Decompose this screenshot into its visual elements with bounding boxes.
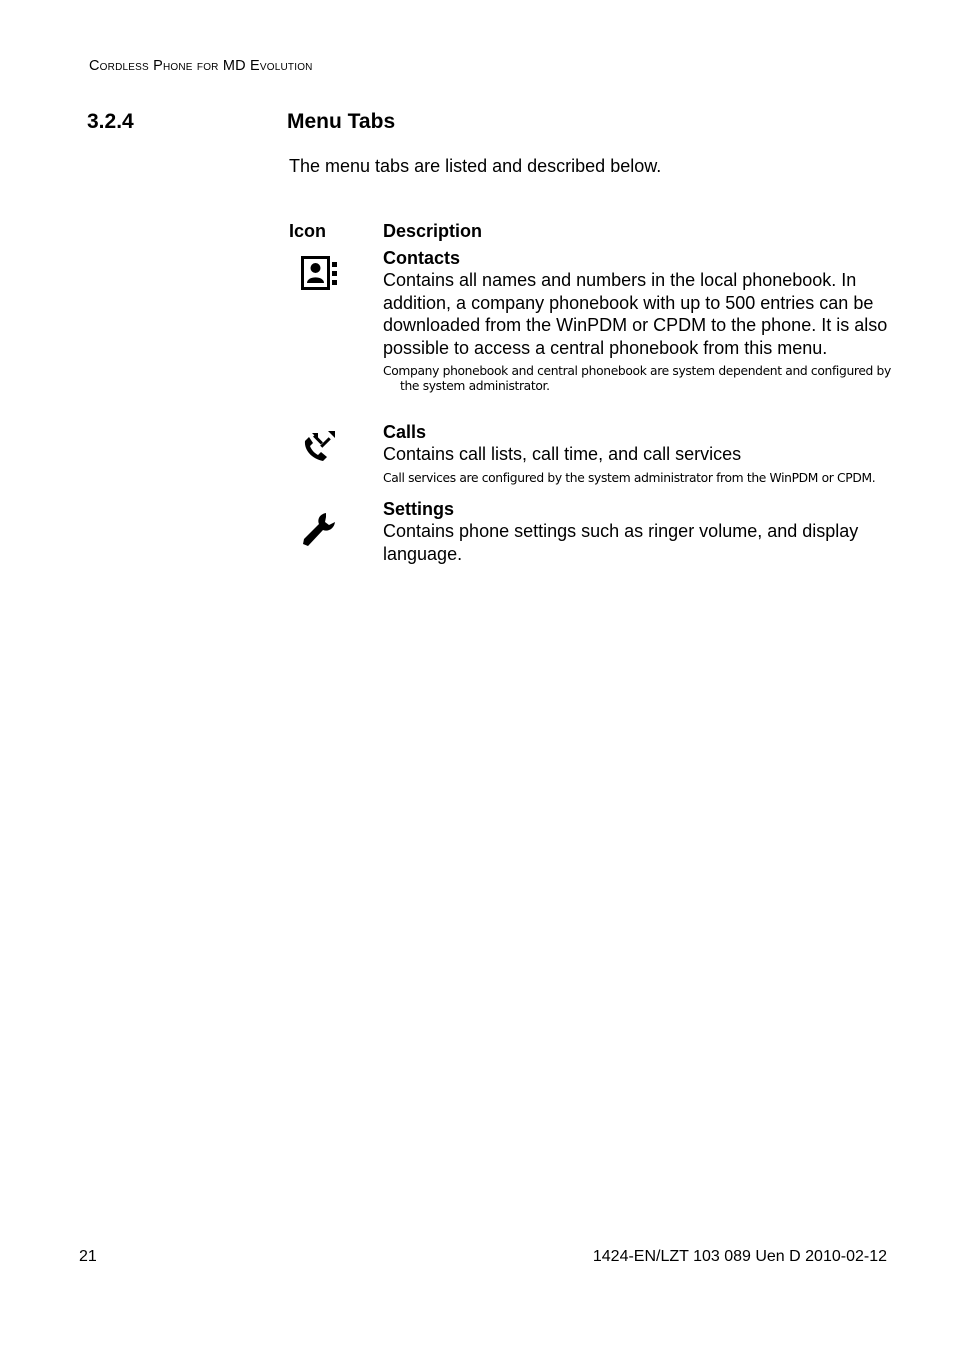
calls-icon (300, 428, 338, 466)
entry-note: Call services are configured by the system administrator from the WinPDM or CPDM. (383, 470, 876, 485)
contacts-icon (300, 254, 338, 292)
menu-tab-entry-settings (383, 498, 895, 565)
column-header-icon: Icon (289, 221, 327, 241)
entry-text: Contains phone settings such as ringer volume, and display language. (383, 521, 859, 564)
section-title: Menu Tabs (287, 110, 396, 133)
entry-note: Company phonebook and central phonebook are system dependent and configured by the system administrator. (383, 364, 891, 394)
running-header: Cordless Phone for MD Evolution (89, 58, 313, 74)
menu-tab-entry-calls (383, 421, 895, 486)
document-id: 1424-EN/LZT 103 089 Uen D 2010-02-12 (592, 1248, 887, 1265)
entry-text: Contains all names and numbers in the local phonebook. In addition, a company phonebook with up to 500 entries can be downloaded from the WinPDM or CPDM to the phone. It is also possible to access a central phonebook from this menu. (383, 270, 888, 358)
settings-wrench-icon (300, 511, 338, 549)
column-header-description: Description (383, 221, 483, 241)
entry-title: Calls (383, 422, 427, 442)
menu-tab-entry-contacts (383, 247, 895, 394)
entry-text: Contains call lists, call time, and call services (383, 444, 742, 464)
section-number: 3.2.4 (87, 110, 134, 133)
page-number: 21 (79, 1248, 97, 1265)
entry-title: Contacts (383, 248, 461, 268)
section-intro: The menu tabs are listed and described below. (289, 156, 662, 176)
entry-title: Settings (383, 499, 455, 519)
